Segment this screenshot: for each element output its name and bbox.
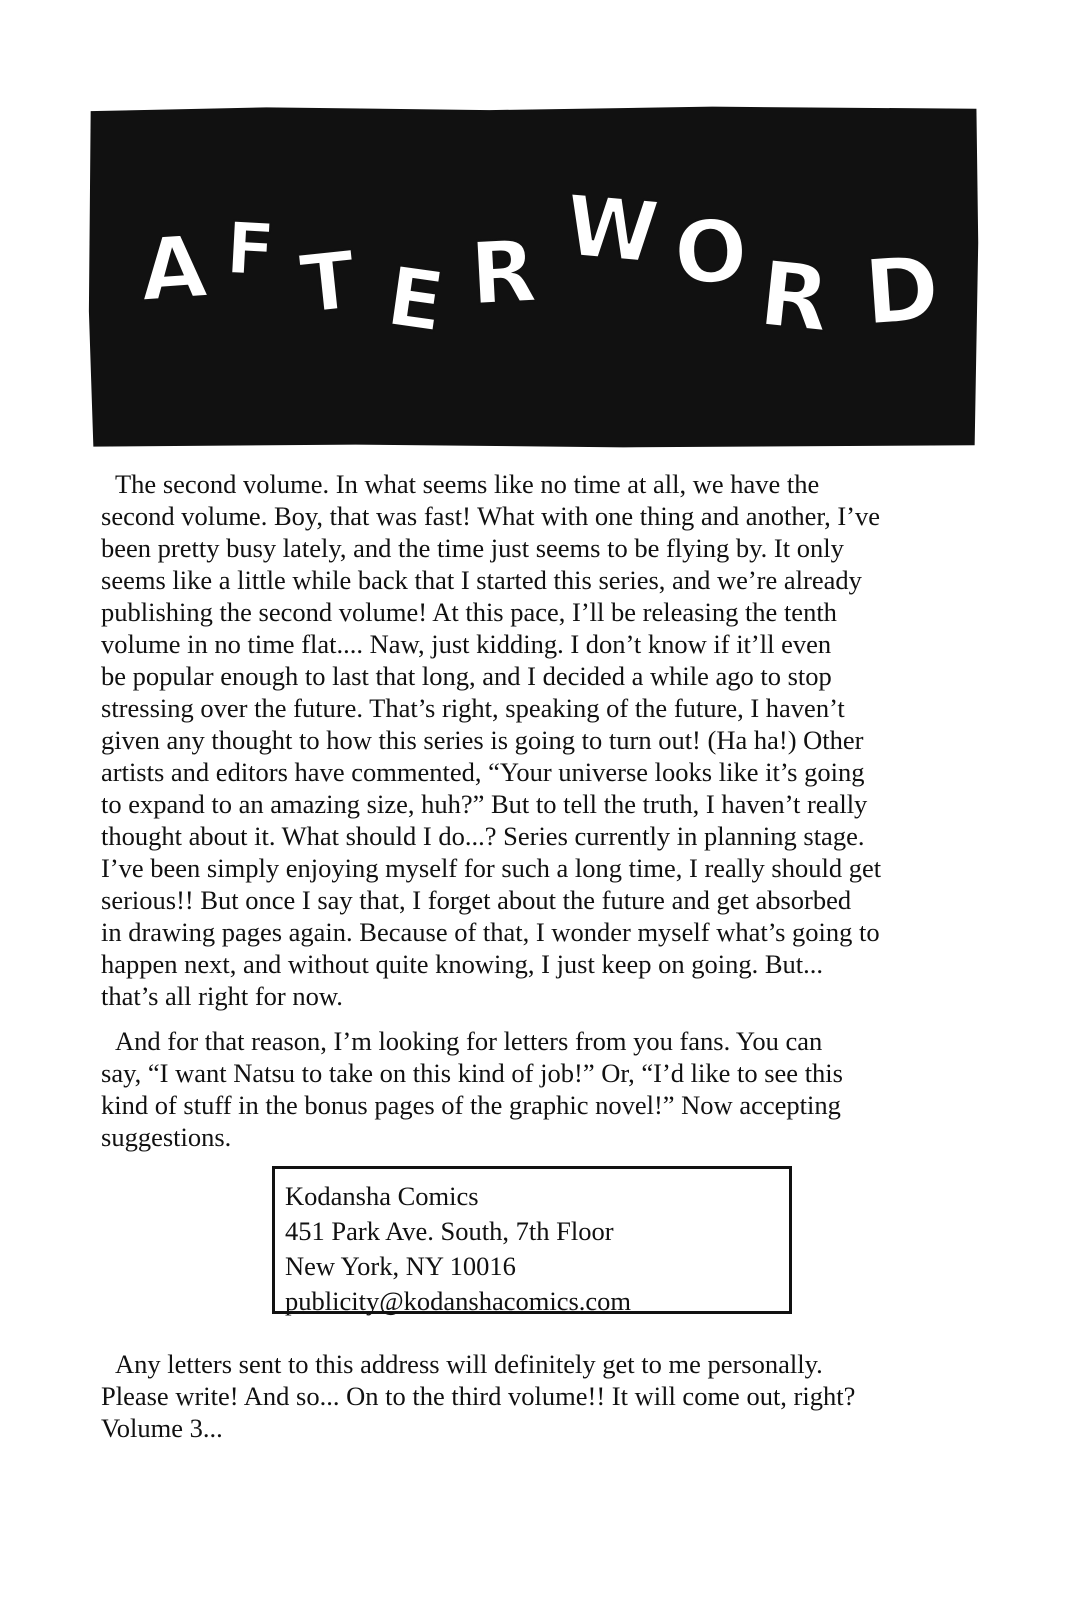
address-company: Kodansha Comics	[285, 1181, 479, 1211]
afterword-paragraph-2: And for that reason, I’m looking for letters from you fans. You can say, “I want Natsu to take on this kind of job!” Or, “I’d like to see this kind of stuff in the bonus pages of the graphic novel!” Now accepting suggestions.	[101, 1026, 843, 1152]
title-letter: D	[860, 236, 943, 347]
address-street: 451 Park Ave. South, 7th Floor	[285, 1216, 614, 1246]
afterword-paragraph-1: The second volume. In what seems like no time at all, we have the second volume. Boy, that was fast! What with one thing and another, I’ve been pretty busy lately, and the time just seems to be flying by. It only seems like a little while back that I started this series, and we’re already publishing the second volume! At this pace, I’ll be releasing the tenth volume in no time flat.... Naw, just kidding. I don’t know if it’ll even be popular enough to last that long, and I decided a while ago to stop stressing over the future. That’s right, speaking of the future, I haven’t given any thought to how this series is going to turn out! (Ha ha!) Other artists and editors have commented, “Your universe looks like it’s going to expand to an amazing size, huh?” But to tell the truth, I haven’t really thought about it. What should I do...? Series currently in planning stage. I’ve been simply enjoying myself for such a long time, I really should get serious!! But once I say that, I forget about the future and get absorbed in drawing pages again. Because of that, I wonder myself what’s going to happen next, and without quite knowing, I just keep on going. But... that’s all right for now.	[101, 469, 882, 1011]
address-city: New York, NY 10016	[285, 1251, 516, 1281]
title-letter: A	[136, 216, 211, 322]
title-letters	[88, 106, 980, 448]
address-email: publicity@kodanshacomics.com	[285, 1286, 632, 1316]
title-letter: R	[467, 221, 540, 325]
title-letter: T	[295, 233, 360, 332]
title-letter: W	[561, 176, 663, 283]
title-letter: E	[381, 249, 450, 352]
afterword-paragraph-3: Any letters sent to this address will definitely get to me personally. Please write! And so... On to the third volume!! It will come out, right? Volume 3...	[101, 1349, 856, 1443]
mailing-address-box	[272, 1166, 792, 1314]
title-letter: O	[672, 201, 750, 305]
title-letter: F	[223, 205, 278, 293]
title-letter: R	[754, 241, 835, 353]
title-banner	[88, 106, 980, 448]
